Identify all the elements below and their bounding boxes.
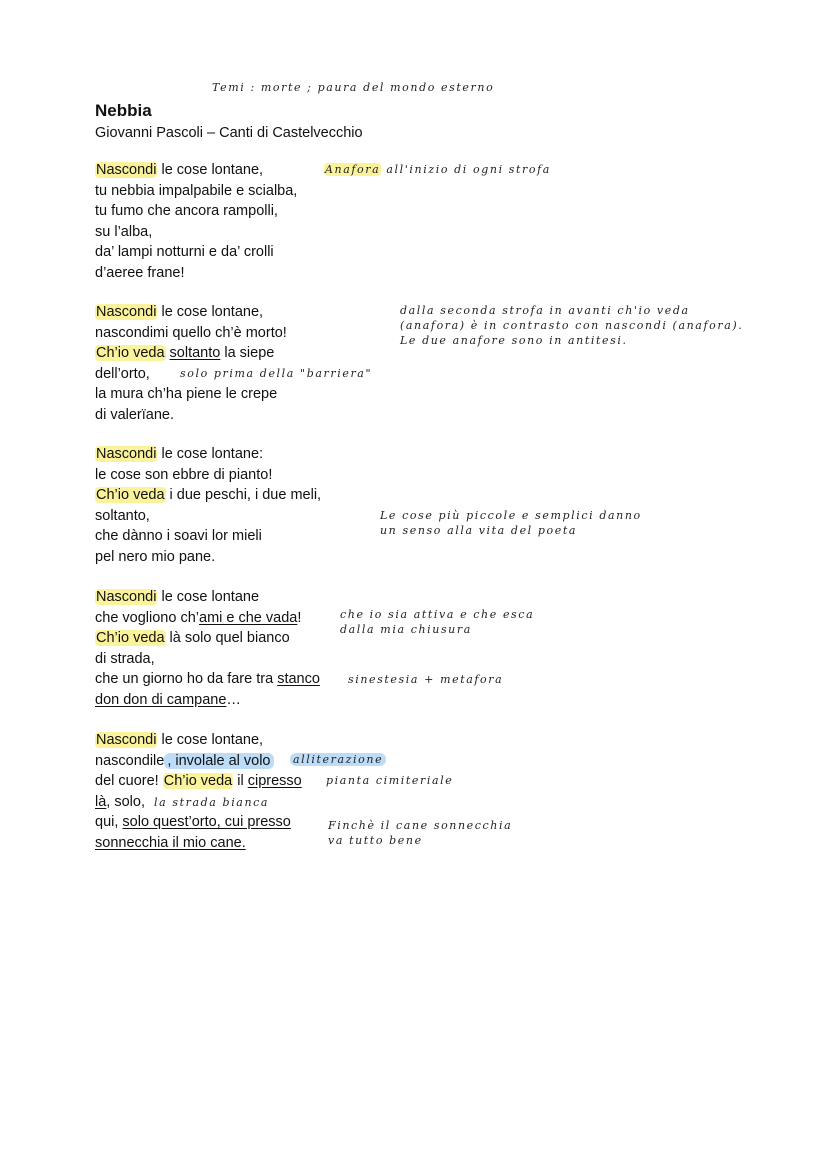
verse-line: Nascondi le cose lontane, — [96, 732, 264, 748]
underlined-phrase: don don di campane — [95, 691, 227, 708]
highlight-nascondi: Nascondi — [96, 589, 157, 605]
verse-line: le cose son ebbre di pianto! — [95, 466, 273, 483]
verse-line: nascondile , involale al volo — [95, 751, 302, 772]
verse-line: nascondimi quello ch’è morto! — [95, 324, 287, 341]
stanza-4 — [95, 587, 320, 710]
verse-line: che dànno i soavi lor mieli — [95, 528, 262, 544]
highlight-chio-veda: Ch’io veda — [96, 345, 165, 361]
verse-line: che vogliono ch’ami e che vada! — [95, 609, 302, 626]
note-anafora: Anafora all'inizio di ogni strofa — [325, 163, 551, 176]
verse-line: pel nero mio pane. — [95, 548, 216, 565]
verse-line: Nascondi le cose lontane: — [96, 446, 264, 462]
verse-line: dell’orto, — [95, 365, 150, 382]
verse-line: Nascondi le cose lontane, — [96, 304, 264, 320]
underlined-phrase: solo quest’orto, cui presso — [122, 814, 291, 830]
stanza-1 — [95, 160, 297, 283]
verse-line: Ch’io veda i due peschi, i due meli, — [96, 487, 322, 503]
underlined-word: cipresso — [247, 773, 302, 789]
verse-line: tu nebbia impalpabile e scialba, — [95, 182, 298, 199]
note-contrasto: dalla seconda strofa in avanti ch'io veda (anafora) è in contrasto con nascondi (anafora). Le due anafore sono in antitesi. — [400, 304, 744, 347]
highlight-chio-veda: Ch’io veda — [96, 487, 165, 503]
verse-line: qui, solo quest’orto, cui presso — [95, 814, 291, 830]
verse-line: di strada, — [95, 650, 155, 667]
highlight-nascondi: Nascondi — [96, 162, 157, 178]
note-sinestesia: sinestesia + metafora — [348, 673, 504, 686]
stanza-2 — [95, 302, 287, 425]
poem-subtitle: Giovanni Pascoli – Canti di Castelvecchio — [95, 125, 363, 141]
highlight-chio-veda: Ch’io veda — [163, 773, 233, 789]
highlight-nascondi: Nascondi — [96, 304, 157, 320]
verse-line: su l’alba, — [95, 223, 153, 240]
highlight-nascondi: Nascondi — [96, 732, 157, 748]
verse-line: sonnecchia il mio cane. — [95, 834, 246, 851]
verse-line: che un giorno ho da fare tra stanco — [95, 671, 320, 687]
note-barriera: solo prima della "barriera" — [180, 367, 373, 380]
verse-line: Ch’io veda soltanto la siepe — [96, 345, 275, 361]
note-themes: Temi : morte ; paura del mondo esterno — [212, 81, 495, 94]
note-attiva: che io sia attiva e che esca dalla mia chiusura — [340, 608, 535, 636]
verse-line: don don di campane… — [95, 691, 241, 708]
underlined-phrase: ami e che vada — [199, 609, 298, 626]
verse-line: d’aeree frane! — [95, 264, 185, 281]
underlined-word: là — [95, 793, 107, 810]
stanza-5 — [95, 730, 302, 853]
note-cose-piccole: Le cose più piccole e semplici danno un senso alla vita del poeta — [380, 509, 642, 537]
verse-line: là, solo, — [95, 793, 145, 810]
stanza-3 — [95, 444, 321, 567]
note-pianta-cimiteriale: pianta cimiteriale — [326, 774, 454, 787]
note-strada-bianca: la strada bianca — [154, 796, 270, 809]
verse-line: del cuore! Ch’io veda il cipresso — [95, 773, 302, 789]
verse-line: la mura ch’ha piene le crepe — [95, 386, 278, 402]
verse-line: soltanto, — [95, 507, 150, 524]
poem-title: Nebbia — [95, 101, 152, 120]
highlight-chio-veda: Ch’io veda — [96, 630, 165, 646]
underlined-word: stanco — [277, 671, 320, 687]
underlined-word: soltanto — [169, 345, 221, 361]
verse-line: Nascondi le cose lontane — [96, 589, 260, 605]
note-alliterazione: alliterazione — [290, 752, 386, 767]
verse-line: tu fumo che ancora rampolli, — [95, 203, 278, 219]
verse-line: di valerïane. — [95, 406, 174, 423]
highlight-nascondi: Nascondi — [96, 446, 157, 462]
verse-line: da’ lampi notturni e da’ crolli — [95, 244, 274, 260]
verse-line: Nascondi le cose lontane, — [96, 162, 264, 178]
highlight-alliterazione: , involale al volo — [164, 753, 273, 769]
verse-line: Ch’io veda là solo quel bianco — [96, 630, 290, 646]
note-finche: Finchè il cane sonnecchia va tutto bene — [328, 819, 513, 847]
